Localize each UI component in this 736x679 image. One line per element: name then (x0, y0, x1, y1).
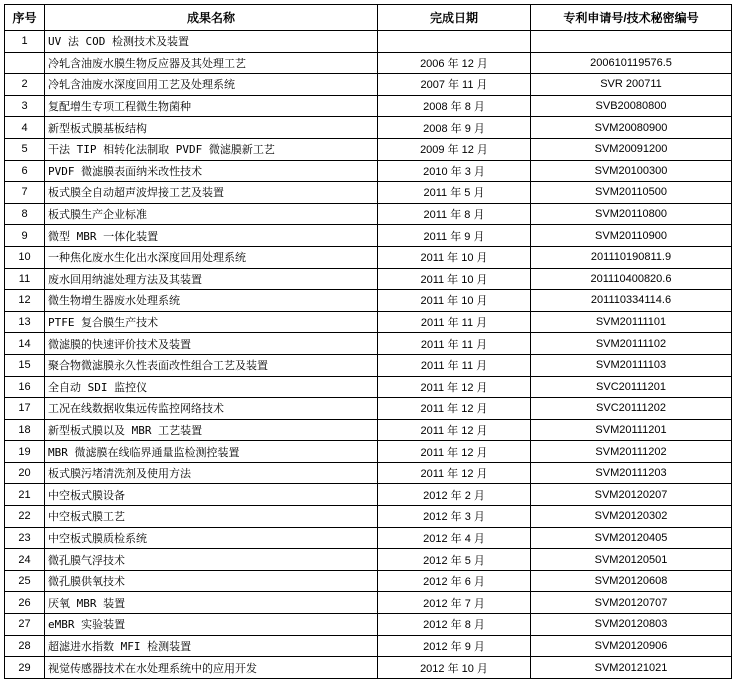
cell-date: 2011 年 10 月 (378, 268, 531, 290)
cell-name: 干法 TIP 相转化法制取 PVDF 微滤膜新工艺 (45, 138, 378, 160)
cell-index (5, 52, 45, 74)
table-row (5, 419, 732, 441)
achievements-table (4, 4, 732, 679)
table-row (5, 549, 732, 571)
cell-date (378, 31, 531, 53)
cell-index: 12 (5, 290, 45, 312)
cell-index: 15 (5, 354, 45, 376)
cell-name: PTFE 复合膜生产技术 (45, 311, 378, 333)
cell-code: SVM20100300 (531, 160, 732, 182)
cell-index: 5 (5, 138, 45, 160)
table-row (5, 527, 732, 549)
table-row (5, 52, 732, 74)
cell-date: 2011 年 12 月 (378, 441, 531, 463)
cell-index: 8 (5, 203, 45, 225)
cell-name: PVDF 微滤膜表面纳米改性技术 (45, 160, 378, 182)
cell-index: 6 (5, 160, 45, 182)
table-row (5, 376, 732, 398)
cell-code: SVM20120302 (531, 506, 732, 528)
cell-name: 新型板式膜以及 MBR 工艺装置 (45, 419, 378, 441)
cell-date: 2011 年 9 月 (378, 225, 531, 247)
cell-name: 一种焦化废水生化出水深度回用处理系统 (45, 246, 378, 268)
cell-name: MBR 微滤膜在线临界通量监检测控装置 (45, 441, 378, 463)
cell-code: 201110190811.9 (531, 246, 732, 268)
cell-date: 2012 年 10 月 (378, 657, 531, 679)
table-row (5, 268, 732, 290)
cell-date: 2011 年 12 月 (378, 376, 531, 398)
table-row (5, 74, 732, 96)
cell-date: 2011 年 11 月 (378, 311, 531, 333)
table-row (5, 484, 732, 506)
cell-date: 2012 年 8 月 (378, 614, 531, 636)
cell-date: 2011 年 11 月 (378, 354, 531, 376)
table-body (5, 31, 732, 679)
cell-index: 19 (5, 441, 45, 463)
cell-date: 2012 年 3 月 (378, 506, 531, 528)
cell-code: SVM20120207 (531, 484, 732, 506)
cell-index: 11 (5, 268, 45, 290)
cell-index: 4 (5, 117, 45, 139)
cell-index: 14 (5, 333, 45, 355)
cell-name: 聚合物微滤膜永久性表面改性组合工艺及装置 (45, 354, 378, 376)
cell-code: SVM20120405 (531, 527, 732, 549)
cell-code: SVM20111202 (531, 441, 732, 463)
cell-code: SVB20080800 (531, 95, 732, 117)
cell-code: SVR 200711 (531, 74, 732, 96)
cell-code: SVM20111203 (531, 462, 732, 484)
cell-name: 板式膜生产企业标准 (45, 203, 378, 225)
cell-index: 24 (5, 549, 45, 571)
table-row (5, 311, 732, 333)
cell-code: SVM20121021 (531, 657, 732, 679)
table-row (5, 160, 732, 182)
cell-index: 17 (5, 398, 45, 420)
cell-name: 微生物增生器废水处理系统 (45, 290, 378, 312)
table-row (5, 138, 732, 160)
cell-code: SVM20110900 (531, 225, 732, 247)
header-index: 序号 (5, 5, 45, 31)
cell-date: 2011 年 12 月 (378, 419, 531, 441)
cell-code: SVM20111103 (531, 354, 732, 376)
cell-name: 板式膜污堵清洗剂及使用方法 (45, 462, 378, 484)
table-row (5, 225, 732, 247)
cell-code: SVM20120501 (531, 549, 732, 571)
cell-index: 10 (5, 246, 45, 268)
header-code: 专利申请号/技术秘密编号 (531, 5, 732, 31)
table-row (5, 95, 732, 117)
cell-code: SVM20080900 (531, 117, 732, 139)
table-row (5, 333, 732, 355)
table-row (5, 117, 732, 139)
cell-code: 200610119576.5 (531, 52, 732, 74)
table-row (5, 506, 732, 528)
table-row (5, 570, 732, 592)
cell-index: 26 (5, 592, 45, 614)
cell-index: 16 (5, 376, 45, 398)
table-row (5, 614, 732, 636)
cell-name: 新型板式膜基板结构 (45, 117, 378, 139)
table-row (5, 182, 732, 204)
table-row (5, 462, 732, 484)
table-row (5, 635, 732, 657)
cell-index: 27 (5, 614, 45, 636)
cell-date: 2011 年 11 月 (378, 333, 531, 355)
cell-code: SVM20120906 (531, 635, 732, 657)
cell-date: 2012 年 5 月 (378, 549, 531, 571)
cell-date: 2011 年 8 月 (378, 203, 531, 225)
cell-code: SVM20111101 (531, 311, 732, 333)
cell-code: SVC20111201 (531, 376, 732, 398)
cell-date: 2008 年 8 月 (378, 95, 531, 117)
cell-date: 2011 年 5 月 (378, 182, 531, 204)
cell-name: 冷轧含油废水深度回用工艺及处理系统 (45, 74, 378, 96)
table-row (5, 441, 732, 463)
cell-name: 微型 MBR 一体化装置 (45, 225, 378, 247)
cell-index: 2 (5, 74, 45, 96)
cell-code: SVC20111202 (531, 398, 732, 420)
cell-date: 2006 年 12 月 (378, 52, 531, 74)
cell-index: 1 (5, 31, 45, 53)
cell-index: 18 (5, 419, 45, 441)
cell-index: 28 (5, 635, 45, 657)
achievements-table-wrapper (4, 4, 732, 679)
cell-index: 21 (5, 484, 45, 506)
cell-name: 中空板式膜设备 (45, 484, 378, 506)
cell-name: UV 法 COD 检测技术及装置 (45, 31, 378, 53)
cell-index: 7 (5, 182, 45, 204)
cell-date: 2012 年 9 月 (378, 635, 531, 657)
cell-date: 2007 年 11 月 (378, 74, 531, 96)
table-header-row (5, 5, 732, 31)
table-row (5, 592, 732, 614)
cell-name: 视觉传感器技术在水处理系统中的应用开发 (45, 657, 378, 679)
cell-name: 微孔膜气浮技术 (45, 549, 378, 571)
cell-name: 微孔膜供氧技术 (45, 570, 378, 592)
table-row (5, 246, 732, 268)
table-row (5, 290, 732, 312)
cell-date: 2012 年 6 月 (378, 570, 531, 592)
table-row (5, 657, 732, 679)
cell-index: 23 (5, 527, 45, 549)
table-row (5, 31, 732, 53)
cell-date: 2012 年 7 月 (378, 592, 531, 614)
cell-code: SVM20120707 (531, 592, 732, 614)
cell-code: SVM20110500 (531, 182, 732, 204)
cell-date: 2011 年 10 月 (378, 290, 531, 312)
cell-name: 中空板式膜质检系统 (45, 527, 378, 549)
cell-code: SVM20091200 (531, 138, 732, 160)
table-row (5, 398, 732, 420)
cell-name: 板式膜全自动超声波焊接工艺及装置 (45, 182, 378, 204)
cell-date: 2010 年 3 月 (378, 160, 531, 182)
table-row (5, 354, 732, 376)
cell-name: eMBR 实验装置 (45, 614, 378, 636)
cell-index: 22 (5, 506, 45, 528)
cell-date: 2011 年 12 月 (378, 462, 531, 484)
cell-code: SVM20120803 (531, 614, 732, 636)
cell-date: 2011 年 10 月 (378, 246, 531, 268)
cell-name: 全自动 SDI 监控仪 (45, 376, 378, 398)
cell-code: 201110400820.6 (531, 268, 732, 290)
cell-index: 9 (5, 225, 45, 247)
cell-index: 20 (5, 462, 45, 484)
cell-date: 2008 年 9 月 (378, 117, 531, 139)
cell-name: 复配增生专项工程微生物菌种 (45, 95, 378, 117)
table-row (5, 203, 732, 225)
cell-name: 厌氧 MBR 装置 (45, 592, 378, 614)
cell-date: 2012 年 4 月 (378, 527, 531, 549)
cell-index: 25 (5, 570, 45, 592)
cell-name: 冷轧含油废水膜生物反应器及其处理工艺 (45, 52, 378, 74)
cell-name: 工况在线数据收集远传监控网络技术 (45, 398, 378, 420)
header-date: 完成日期 (378, 5, 531, 31)
cell-code: SVM20111102 (531, 333, 732, 355)
cell-code (531, 31, 732, 53)
header-name: 成果名称 (45, 5, 378, 31)
cell-name: 中空板式膜工艺 (45, 506, 378, 528)
cell-name: 超滤进水指数 MFI 检测装置 (45, 635, 378, 657)
cell-code: SVM20111201 (531, 419, 732, 441)
cell-index: 3 (5, 95, 45, 117)
cell-code: 201110334114.6 (531, 290, 732, 312)
cell-date: 2011 年 12 月 (378, 398, 531, 420)
cell-name: 微滤膜的快速评价技术及装置 (45, 333, 378, 355)
cell-code: SVM20120608 (531, 570, 732, 592)
cell-code: SVM20110800 (531, 203, 732, 225)
cell-index: 29 (5, 657, 45, 679)
cell-date: 2012 年 2 月 (378, 484, 531, 506)
cell-date: 2009 年 12 月 (378, 138, 531, 160)
cell-index: 13 (5, 311, 45, 333)
cell-name: 废水回用纳滤处理方法及其装置 (45, 268, 378, 290)
